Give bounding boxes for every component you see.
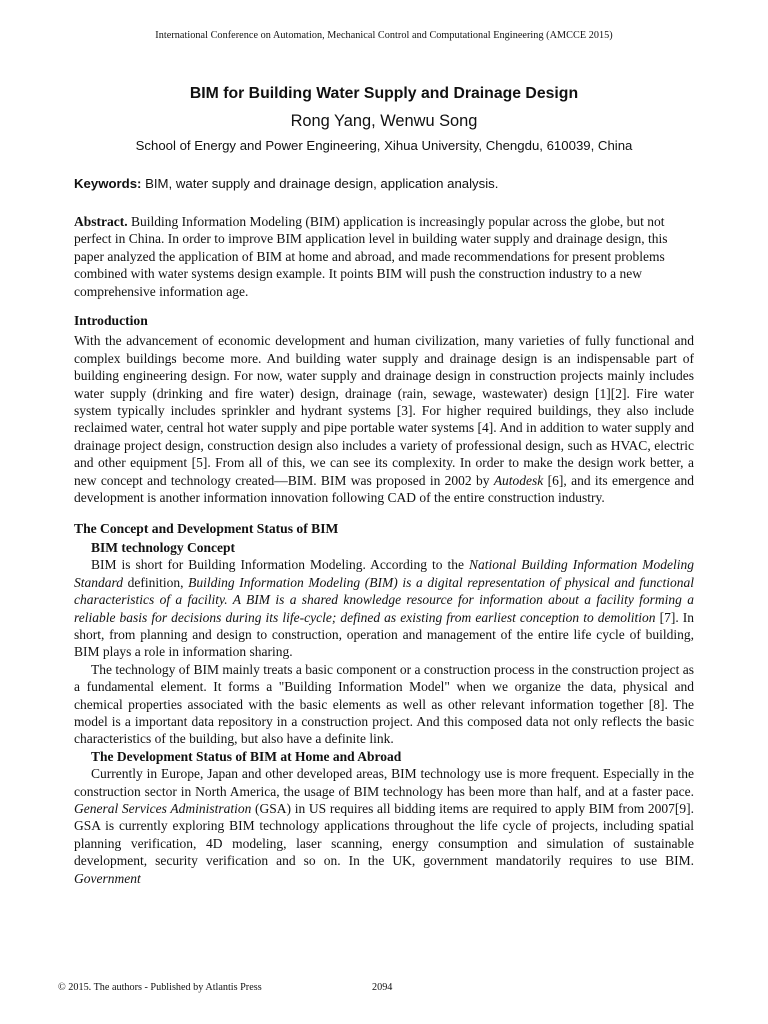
concept-p1-a: BIM is short for Building Information Modeling. According to the bbox=[91, 557, 470, 573]
concept-p1-standard: National Building Information Modeling Standard bbox=[74, 557, 694, 590]
paper-authors: Rong Yang, Wenwu Song bbox=[290, 112, 478, 130]
development-subheading: The Development Status of BIM at Home and Abroad bbox=[91, 748, 402, 764]
paper-affiliation: School of Energy and Power Engineering, Xihua University, Chengdu, 610039, China bbox=[135, 138, 633, 153]
development-p1-a: Currently in Europe, Japan and other developed areas, BIM technology use is more frequent. Especially in the construction sector in North America, the usage of BIM technology has been more than half, and at a faster pace. bbox=[74, 766, 694, 799]
concept-p1-b: definition, bbox=[123, 574, 189, 590]
government-term: Government bbox=[74, 870, 141, 886]
paper-title: BIM for Building Water Supply and Drainage Design bbox=[189, 85, 579, 102]
introduction-paragraph bbox=[74, 332, 694, 506]
abstract-paragraph bbox=[74, 213, 694, 300]
introduction-heading: Introduction bbox=[74, 313, 148, 329]
concept-subheading: BIM technology Concept bbox=[91, 539, 235, 555]
conference-header: International Conference on Automation, Mechanical Control and Computational Engineering (AMCCE 2015) bbox=[155, 30, 613, 41]
concept-paragraph-2: The technology of BIM mainly treats a basic component or a construction process in the construction project as a fundamental element. It forms a "Building Information Model" when we organize the data, physical and chemical properties associated with the basic elements as well as other relevant information together [8]. The model is a important data repository in a construction project. And this composed data not only reflects the basic characteristics of the building, but also have a definite link. bbox=[74, 661, 694, 747]
abstract-label: Abstract. bbox=[74, 214, 128, 229]
abstract-text: Building Information Modeling (BIM) application is increasingly popular across the globe, but not perfect in China. In order to improve BIM application level in building water supply and drainage design, this paper analyzed the application of BIM at home and abroad, and made recommendations for present problems combined with water systems design example. It points BIM will push the construction industry to a new comprehensive information age. bbox=[74, 214, 668, 299]
keywords-line bbox=[74, 176, 694, 191]
autodesk-term: Autodesk bbox=[493, 472, 544, 488]
introduction-text-1: With the advancement of economic development and human civilization, many varieties of fully functional and complex buildings become more. And building water supply and drainage design is an indispensable part of building engineering design. For now, water supply and drainage design in construction projects mainly includes water supply (drinking and fire water) design, drainage (rain, sewage, wastewater) design [1][2]. Fire water system typically includes sprinkler and hydrant systems [3]. For higher required buildings, they also include reclaimed water, central hot water supply and pipe portable water systems [4]. And in addition to water supply and drainage project design, construction design also includes a variety of professional design, such as HVAC, electric and other equipment [5]. From all of this, we can see its complexity. In order to make the design work better, a new concept and technology created—BIM. BIM was proposed in 2002 by bbox=[74, 333, 694, 488]
keywords-label: Keywords: bbox=[74, 176, 142, 191]
paper-body bbox=[74, 213, 694, 887]
gsa-term: General Services Administration bbox=[74, 801, 252, 816]
concept-paragraph-1 bbox=[74, 556, 694, 660]
keywords-text: BIM, water supply and drainage design, application analysis. bbox=[141, 176, 499, 191]
development-p1-b: (GSA) in US requires all bidding items are required to apply BIM from 2007[9]. GSA is currently exploring BIM technology applications throughout the life cycle of projects, including spatial planning verification, 4D modeling, laser scanning, energy consumption and simulation of sustainable development, security verification and so on. In the UK, government mandatorily requires to use BIM. bbox=[74, 801, 694, 869]
concept-heading: The Concept and Development Status of BIM bbox=[74, 520, 339, 536]
introduction-text-2: [6], and its emergence and development is another information innovation following CAD of the entire construction industry. bbox=[74, 472, 694, 506]
concept-p1-c: [7]. In short, from planning and design to construction, operation and management of the entire life cycle of building, BIM plays a role in information sharing. bbox=[74, 609, 694, 660]
abstract-section bbox=[74, 213, 694, 300]
page-footer bbox=[58, 982, 758, 993]
copyright-notice: © 2015. The authors - Published by Atlantis Press bbox=[58, 982, 262, 993]
page-number: 2094 bbox=[372, 982, 393, 993]
concept-p1-definition: Building Information Modeling (BIM) is a digital representation of physical and functional characteristics of a facility. A BIM is a shared knowledge resource for information about a facility forming a reliable basis for decisions during its life-cycle; defined as existing from earliest conception to demolition bbox=[74, 574, 694, 625]
development-paragraph bbox=[74, 765, 694, 887]
